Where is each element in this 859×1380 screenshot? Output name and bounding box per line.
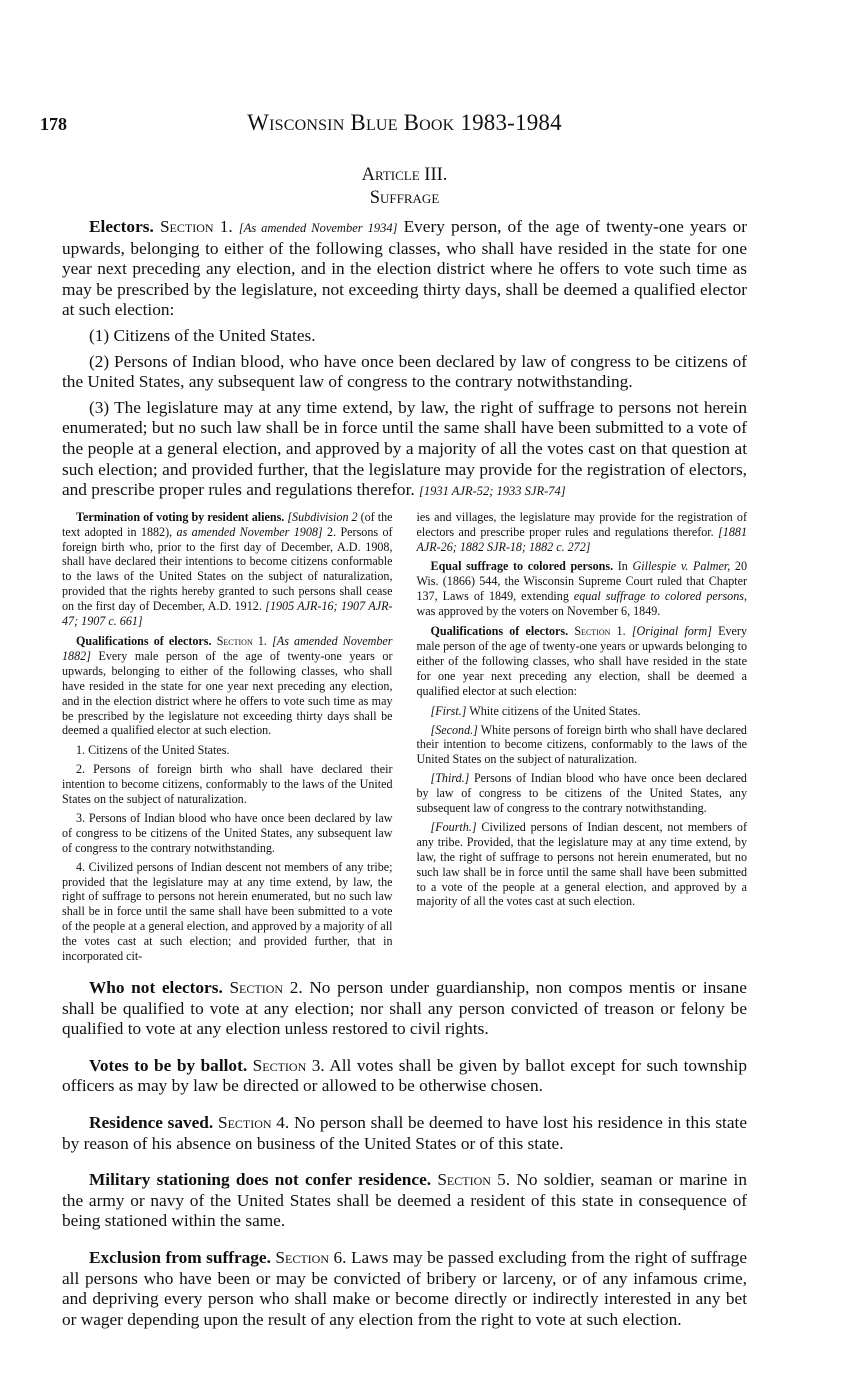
equal-suffrage-head: Equal suffrage to colored persons. <box>430 559 614 574</box>
article-heading <box>62 164 747 210</box>
running-head: Wisconsin Blue Book 1983-1984 <box>247 110 562 135</box>
termination-note-a: [Subdivision 2 <box>287 509 358 524</box>
section-3-text: All votes shall be given by ballot except for such township officers as may by law be directed or allowed to be otherwise chosen. <box>62 1055 747 1096</box>
quals-1882-item-1: 1. Citizens of the United States. <box>76 743 230 758</box>
section-4-runin: Residence saved. <box>89 1112 214 1132</box>
notes-left-column <box>62 510 393 968</box>
original-second <box>417 723 748 768</box>
article-title: Suffrage <box>369 188 440 208</box>
original-fourth-label: [Fourth.] <box>430 819 477 834</box>
section-2 <box>62 978 747 1040</box>
termination-note <box>62 510 393 629</box>
equal-case: Gillespie v. Palmer, <box>632 559 731 574</box>
page-header <box>40 108 747 148</box>
quals-original-section: Section 1. <box>574 624 626 639</box>
quals-1882-amend: [As amended November 1882] <box>62 633 393 663</box>
equal-suffrage-note <box>417 559 748 619</box>
original-first-text: White citizens of the United States. <box>469 703 641 718</box>
section-1-item-3-text: (3) The legislature may at any time extend, by law, the right of suffrage to persons not herein enumerated; but no such law shall be in force until the same shall have been submitted to a vote of the people at a general election, and approved by a majority of all the votes cast on that question at such election; and provided further, that the legislature may provide for the registration of electors, and prescribe proper rules and regulations therefor. <box>62 397 747 500</box>
original-third <box>417 771 748 816</box>
section-3 <box>62 1056 747 1097</box>
page-number: 178 <box>40 114 67 134</box>
original-second-label: [Second.] <box>430 722 478 737</box>
section-4 <box>62 1113 747 1154</box>
notes-right-column <box>417 510 748 968</box>
section-2-text: No person under guardianship, non compos mentis or insane shall be qualified to vote at any election; nor shall any person convicted of treason or felony be qualified to vote at any election unless restored to civil rights. <box>62 978 747 1039</box>
section-4-label: Section 4. <box>217 1112 290 1132</box>
section-3-runin: Votes to be by ballot. <box>89 1055 248 1075</box>
termination-note-b: (of the text adopted in 1882), <box>62 509 393 539</box>
equal-text-b: 20 Wis. (1866) 544, the Wisconsin Supreme Court ruled that Chapter 137, Laws of 1849, extending <box>416 559 747 604</box>
section-5-label: Section 5. <box>437 1170 511 1190</box>
original-second-text: White persons of foreign birth who shall have declared their intention to become citizens, conformably to the laws of the United States on the subject of naturalization. <box>416 722 747 767</box>
original-third-label: [Third.] <box>430 771 470 786</box>
quals-1882-section: Section 1. <box>216 633 267 648</box>
section-6-text: Laws may be passed excluding from the right of suffrage all persons who have been or may be convicted of bribery or larceny, or of any infamous crime, and depriving every person who shall make or become directly or indirectly interested in any bet or wager depending upon the result of any election from the right to vote at such election. <box>62 1247 747 1329</box>
termination-cite: [1905 AJR-16; 1907 AJR-47; 1907 c. 661] <box>62 599 393 629</box>
section-1-amend-note: [As amended November 1934] <box>238 221 398 235</box>
section-6-runin: Exclusion from suffrage. <box>89 1247 271 1267</box>
history-notes <box>62 510 747 968</box>
quals-original-text: Every male person of the age of twenty-one years or upwards belonging to either of the following classes, who shall have resided in the state for one year next preceding any election, shall be deemed a qualified elector at such election: <box>416 624 748 698</box>
quals-original-head: Qualifications of electors. <box>430 624 569 639</box>
section-1-item-3 <box>62 398 747 502</box>
quals-1882-item-2: 2. Persons of foreign birth who shall have declared their intention to become citizens, conformably to the laws of the United States on the subject of naturalization. <box>62 762 393 807</box>
termination-text: 2. Persons of foreign birth who, prior to the first day of December, A.D. 1908, shall have declared their intentions to become citizens conformable to the laws of the United States on the subject of naturalization, provided that the rights hereby granted to such persons shall cease on the first day of December, A.D. 1912. <box>62 524 393 614</box>
equal-text-a: In <box>617 559 628 574</box>
section-1-intro <box>62 217 747 321</box>
section-1-label: Section 1. <box>159 217 233 236</box>
equal-text-c: was approved by the voters on November 6, 1849. <box>416 604 661 619</box>
termination-note-c: as amended November 1908] <box>176 524 323 539</box>
quals-1882-item-4: 4. Civilized persons of Indian descent not members of any tribe; provided that the legislature may at any time extend, by law, the right of suffrage to persons not herein enumerated, but no such law shall be in force until the same shall have been submitted to a vote of the people at a general election, and approved by a majority of all the votes cast at such election; and provided further, that in incorporated cit- <box>62 859 393 964</box>
quals-1882-item-3: 3. Persons of Indian blood who have once been declared by law of congress to be citizens of the United States, any subsequent law of congress to the contrary notwithstanding. <box>62 810 393 855</box>
continuation-cite: [1881 AJR-26; 1882 SJR-18; 1882 c. 272] <box>416 524 747 554</box>
section-1 <box>62 217 747 502</box>
section-1-text: Every person, of the age of twenty-one years or upwards, belonging to either of the following classes, who shall have resided in the state for one year next preceding any election, and in the election district where he offers to vote such time as may be prescribed by the legislature, not exceeding thirty days, shall be deemed a qualified elector at such election: <box>62 217 747 320</box>
article-number: Article III. <box>361 165 448 185</box>
section-4-text: No person shall be deemed to have lost his residence in this state by reason of his absence on business of the United States or of this state. <box>62 1112 747 1153</box>
section-1-item-3-cite: [1931 AJR-52; 1933 SJR-74] <box>419 484 566 499</box>
quals-1882-text: Every male person of the age of twenty-one years or upwards, belonging to either of the following classes, who shall have resided in the state for one year next preceding any election, and in the election district where he offers to vote such time as may be prescribed by the legislature not exceeding thirty days shall be deemed a qualified elector at such election. <box>62 648 393 738</box>
original-third-text: Persons of Indian blood who have once been declared by law of congress to be citizens of the United States, any subsequent law of congress to the contrary notwithstanding. <box>416 771 747 816</box>
section-6-label: Section 6. <box>275 1247 347 1267</box>
equal-ital: equal suffrage to colored persons, <box>573 589 747 604</box>
original-fourth-text: Civilized persons of Indian descent, not members of any tribe. Provided, that the legislature may at any time extend, by law, the right of suffrage to persons not herein enumerated, but no such law shall be in force until the same shall have been submitted to a vote of the people at a general election, and approved by a majority of all the votes cast at such election. <box>416 819 747 909</box>
quals-1882-continuation <box>417 510 748 555</box>
section-2-runin: Who not electors. <box>89 978 223 997</box>
original-first <box>417 704 748 719</box>
section-5-runin: Military stationing does not confer residence. <box>89 1170 432 1190</box>
section-5 <box>62 1170 747 1232</box>
quals-1882-note <box>62 634 393 738</box>
quals-original-form: [Original form] <box>631 624 712 639</box>
original-fourth <box>417 820 748 909</box>
termination-head: Termination of voting by resident aliens. <box>76 509 285 524</box>
section-1-item-2: (2) Persons of Indian blood, who have once been declared by law of congress to be citizens of the United States, any subsequent law of congress to the contrary notwithstanding. <box>62 351 747 392</box>
original-first-label: [First.] <box>430 703 467 718</box>
later-sections <box>62 978 747 1330</box>
section-3-label: Section 3. <box>252 1055 325 1075</box>
quals-original-note <box>417 624 748 699</box>
section-2-label: Section 2. <box>229 978 303 997</box>
section-5-text: No soldier, seaman or marine in the army or navy of the United States shall be deemed a resident of this state in consequence of being stationed within the same. <box>62 1170 747 1231</box>
quals-1882-head: Qualifications of electors. <box>76 633 212 648</box>
section-6 <box>62 1248 747 1330</box>
continuation-text: ies and villages, the legislature may provide for the registration of electors and prescribe proper rules and regulations therefor. <box>416 509 747 539</box>
section-1-runin: Electors. <box>89 217 154 236</box>
section-1-item-1: (1) Citizens of the United States. <box>89 325 316 345</box>
